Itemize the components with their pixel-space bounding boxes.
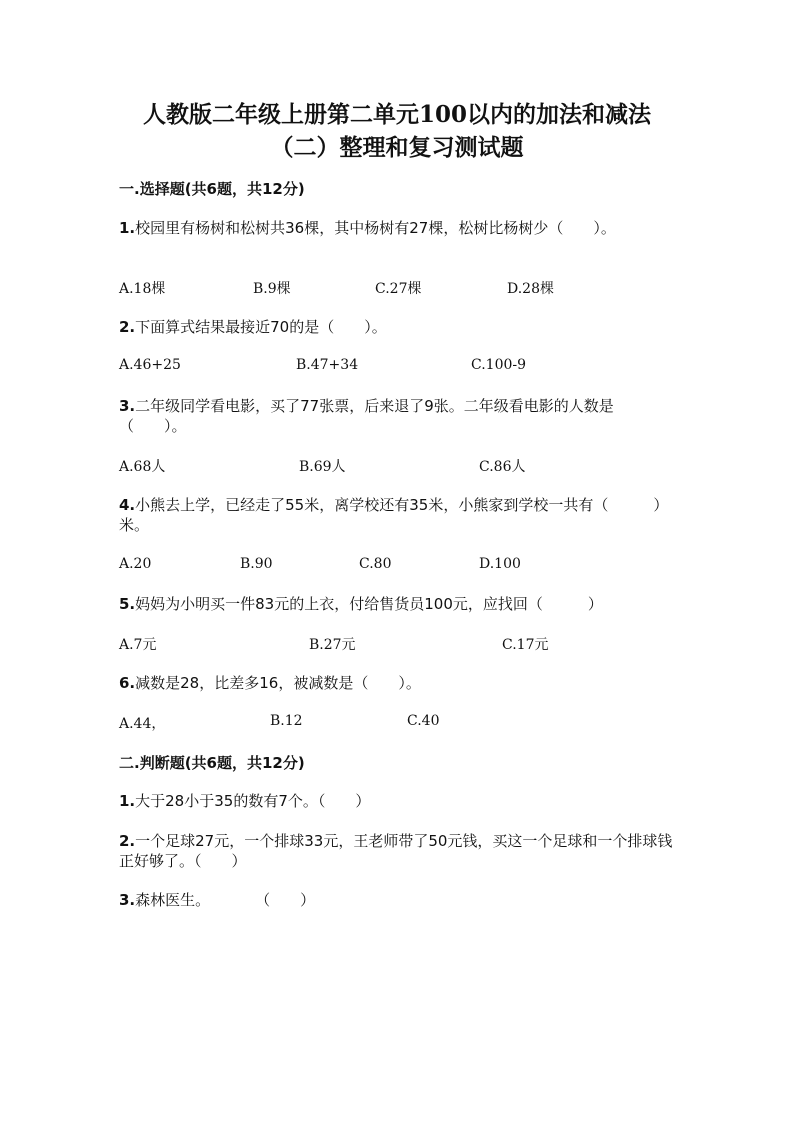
question-6-options (119, 713, 679, 733)
question-number: 1. (119, 219, 136, 237)
option-b: B.27元 (309, 637, 356, 653)
question-number: 3. (119, 397, 136, 415)
question-4-options (119, 556, 679, 576)
question-text: 大于28小于35的数有7个。（ ） (135, 792, 371, 810)
question-5 (119, 594, 679, 614)
option-c: C.86人 (479, 459, 526, 475)
option-b: B.9棵 (253, 281, 291, 297)
option-c: C.40 (407, 713, 440, 729)
option-d: D.28棵 (507, 281, 554, 297)
option-a: A.68人 (119, 459, 166, 475)
judgment-question-1 (119, 791, 679, 811)
question-number: 2. (119, 832, 136, 850)
option-a: A.44， (119, 716, 166, 732)
question-1 (119, 218, 679, 238)
question-2 (119, 317, 679, 337)
option-b: B.12 (270, 713, 303, 729)
question-6 (119, 673, 679, 693)
section-heading-judgment: 二.判断题(共6题，共12分) (119, 754, 305, 772)
question-2-options (119, 357, 679, 377)
question-1-options (119, 278, 679, 298)
option-a: A.7元 (119, 637, 157, 653)
question-5-options (119, 634, 679, 654)
question-text: 减数是28，比差多16，被减数是（ ）。 (135, 674, 421, 692)
question-3-options (119, 456, 679, 476)
question-4 (119, 495, 679, 535)
question-number: 6. (119, 674, 136, 692)
question-number: 5. (119, 595, 136, 613)
option-c: C.27棵 (375, 281, 422, 297)
option-a: A.20 (119, 556, 152, 572)
question-text: 一个足球27元，一个排球33元，王老师带了50元钱，买这一个足球和一个排球钱正好够了。（ ） (119, 832, 673, 870)
question-number: 1. (119, 792, 136, 810)
option-d: D.100 (479, 556, 521, 572)
question-number: 4. (119, 496, 136, 514)
option-b: B.69人 (299, 459, 346, 475)
question-text: 下面算式结果最接近70的是（ ）。 (135, 318, 387, 336)
page-title-line1: 人教版二年级上册第二单元100以内的加法和减法 (142, 101, 651, 128)
section-heading-choice: 一.选择题(共6题，共12分) (119, 180, 305, 198)
question-text: 校园里有杨树和松树共36棵，其中杨树有27棵，松树比杨树少（ ）。 (135, 219, 616, 237)
judgment-question-2 (119, 831, 679, 871)
option-c: C.100-9 (471, 357, 527, 373)
option-c: C.17元 (502, 637, 549, 653)
question-text: 小熊去上学，已经走了55米，离学校还有35米，小熊家到学校一共有（ ）米。 (119, 496, 669, 534)
judgment-question-3 (119, 890, 679, 910)
question-text: 妈妈为小明买一件83元的上衣，付给售货员100元，应找回（ ） (135, 595, 603, 613)
question-3 (119, 396, 679, 436)
option-b: B.47+34 (296, 357, 359, 373)
question-text: 森林医生。 （ ） (135, 891, 316, 909)
question-number: 2. (119, 318, 136, 336)
option-a: A.18棵 (119, 281, 166, 297)
option-b: B.90 (240, 556, 273, 572)
page-title-line2: （二）整理和复习测试题 (270, 134, 524, 161)
question-number: 3. (119, 891, 136, 909)
question-text: 二年级同学看电影，买了77张票，后来退了9张。二年级看电影的人数是（ ）。 (119, 397, 614, 435)
option-c: C.80 (359, 556, 392, 572)
option-a: A.46+25 (119, 357, 181, 373)
